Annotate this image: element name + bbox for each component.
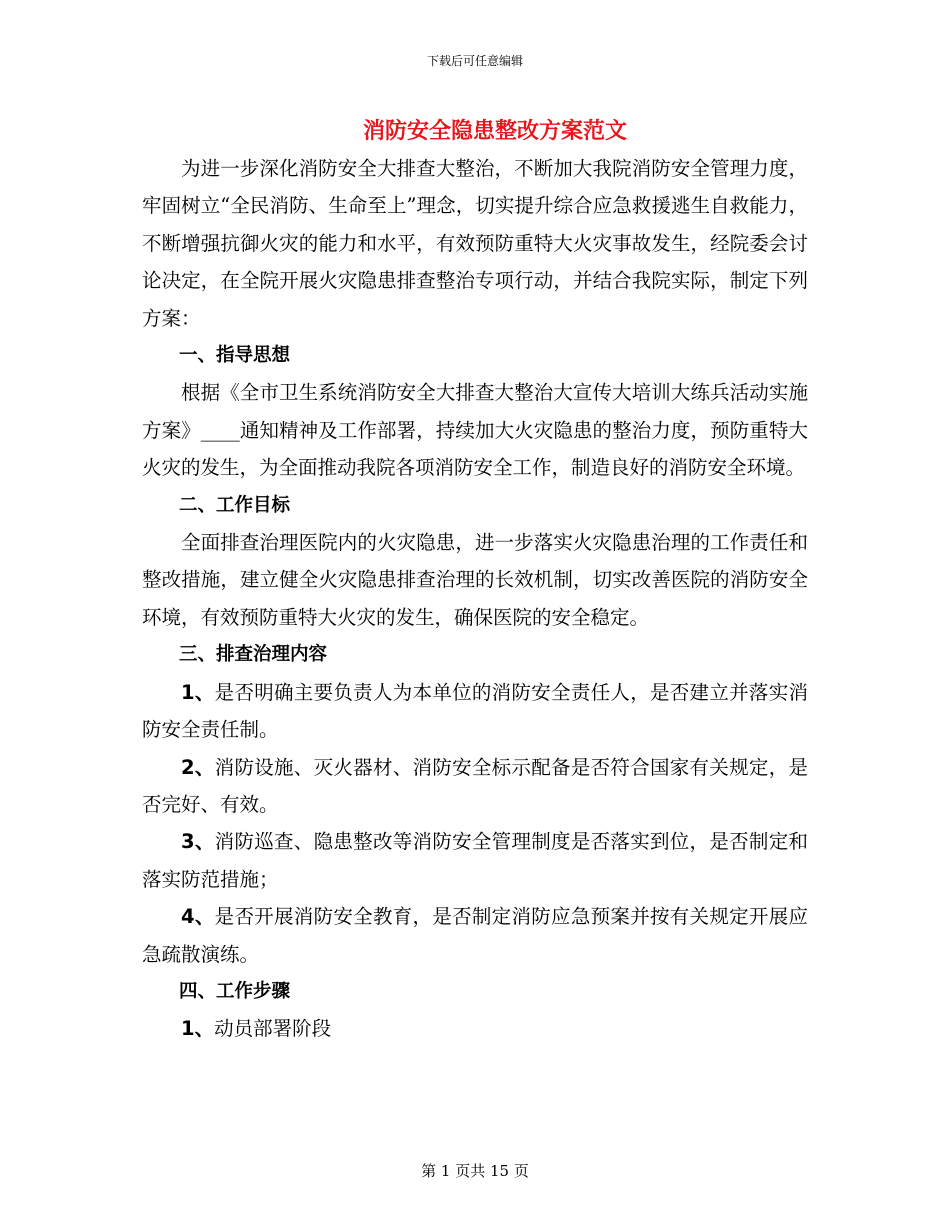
work-goals-paragraph: 全面排查治理医院内的火灾隐患，进一步落实火灾隐患治理的工作责任和整改措施，建立健全火灾隐患排查治理的长效机制，切实改善医院的消防安全环境，有效预防重特大火灾的发生，确保医院的安全稳定。	[142, 531, 808, 629]
list-item	[142, 898, 808, 973]
list-item-text: 消防巡查、隐患整改等消防安全管理制度是否落实到位，是否制定和落实防范措施；	[142, 830, 808, 891]
page-header-note: 下载后可任意编辑	[426, 54, 523, 68]
intro-paragraph: 为进一步深化消防安全大排查大整治，不断加大我院消防安全管理力度，牢固树立“全民消防、生命至上”理念，切实提升综合应急救援逃生自救能力，不断增强抗御火灾的能力和水平，有效预防重特大火灾事故发生，经院委会讨论决定，在全院开展火灾隐患排查整治专项行动，并结合我院实际，制定下列方案：	[142, 157, 808, 330]
section-heading-guiding-ideology: 一、指导思想	[179, 345, 291, 367]
list-item-text: 消防设施、灭火器材、消防安全标示配备是否符合国家有关规定，是否完好、有效。	[142, 755, 808, 816]
page-number-footer: 第 1 页共 15 页	[421, 1162, 529, 1180]
document-title: 消防安全隐患整改方案范文	[362, 119, 627, 144]
document-body	[142, 150, 808, 1048]
list-item	[142, 674, 808, 749]
list-item-text: 动员部署阶段	[214, 1017, 332, 1041]
section-heading-inspection-content: 三、排查治理内容	[179, 644, 328, 666]
section-heading-work-steps: 四、工作步骤	[179, 980, 291, 1002]
list-item-number: 1、	[181, 680, 215, 704]
list-item-text: 是否明确主要负责人为本单位的消防安全责任人，是否建立并落实消防安全责任制。	[142, 680, 808, 742]
list-item	[142, 823, 808, 898]
list-item-number: 4、	[181, 905, 215, 929]
list-item	[142, 1010, 808, 1047]
section-heading-work-goals: 二、工作目标	[179, 494, 291, 516]
list-item-text: 是否开展消防安全教育，是否制定消防应急预案并按有关规定开展应急疏散演练。	[142, 905, 808, 966]
list-item-number: 3、	[181, 830, 215, 854]
list-item	[142, 749, 808, 824]
guiding-ideology-paragraph: 根据《全市卫生系统消防安全大排查大整治大宣传大培训大练兵活动实施方案》____通知精神及工作部署，持续加大火灾隐患的整治力度，预防重特大火灾的发生，为全面推动我院各项消防安全工作，制造良好的消防安全环境。	[142, 381, 808, 480]
list-item-number: 1、	[181, 1017, 215, 1041]
list-item-number: 2、	[181, 755, 215, 779]
